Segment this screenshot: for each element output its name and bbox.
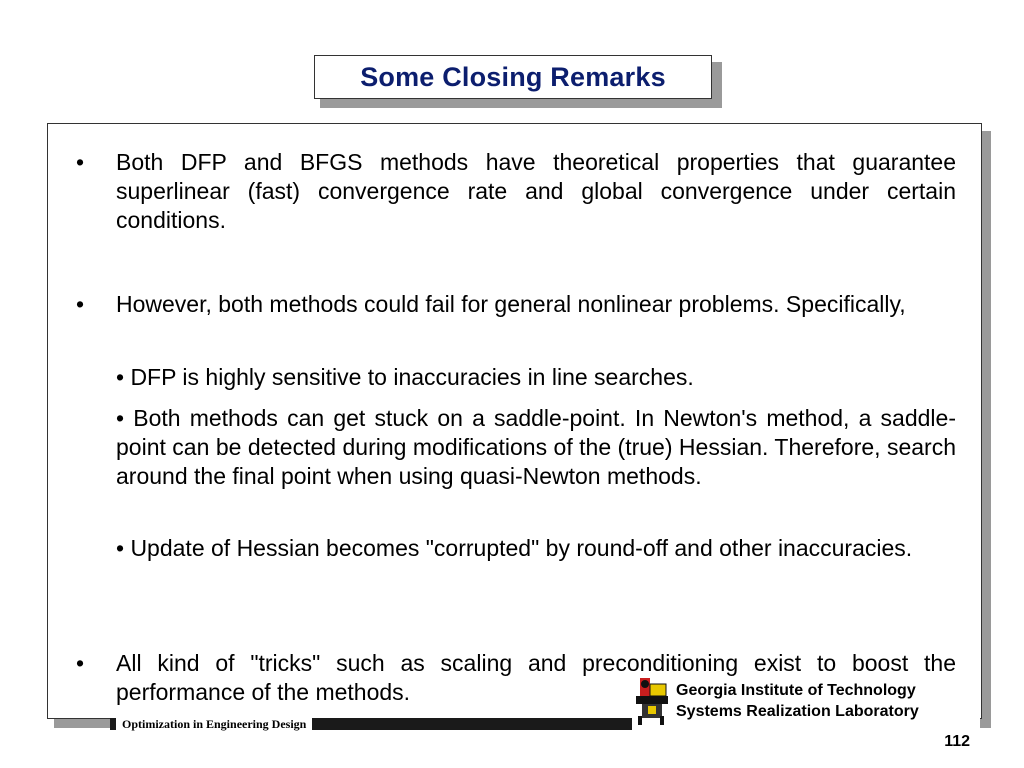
srl-logo-icon — [632, 676, 672, 726]
footer-label-box — [116, 713, 312, 735]
slide-content — [48, 124, 981, 718]
bullet-marker: • — [76, 291, 85, 317]
slide-title: Some Closing Remarks — [360, 61, 666, 92]
bullet-text: Both DFP and BFGS methods have theoretical properties that guarantee superlinear (fast) convergence rate and global convergence under certain conditions. — [116, 149, 956, 233]
bullet-item-2 — [76, 290, 956, 319]
title-box — [314, 55, 712, 99]
organization-line1: Georgia Institute of Technology — [676, 682, 916, 699]
page-number: 112 — [944, 733, 970, 750]
bullet-text: All kind of "tricks" such as scaling and preconditioning exist to boost the performance of the methods. — [116, 650, 956, 705]
bullet-marker: • — [76, 149, 85, 175]
course-label: Optimization in Engineering Design — [122, 716, 307, 731]
organization-line2: Systems Realization Laboratory — [676, 703, 919, 720]
sub-item-1: • DFP is highly sensitive to inaccuracies in line searches. — [116, 364, 694, 390]
bullet-item-1 — [76, 148, 956, 235]
sub-item-2: • Both methods can get stuck on a saddle-point. In Newton's method, a saddle-point can be detected during modifications of the (true) Hessian. Therefore, search around the final point when using quasi-Newton methods. — [116, 405, 956, 489]
bullet-text: However, both methods could fail for general nonlinear problems. Specifically, — [116, 291, 906, 317]
sub-item-3: • Update of Hessian becomes "corrupted" by round-off and other inaccuracies. — [116, 535, 913, 561]
content-box — [47, 123, 982, 719]
bullet-marker: • — [76, 650, 85, 676]
